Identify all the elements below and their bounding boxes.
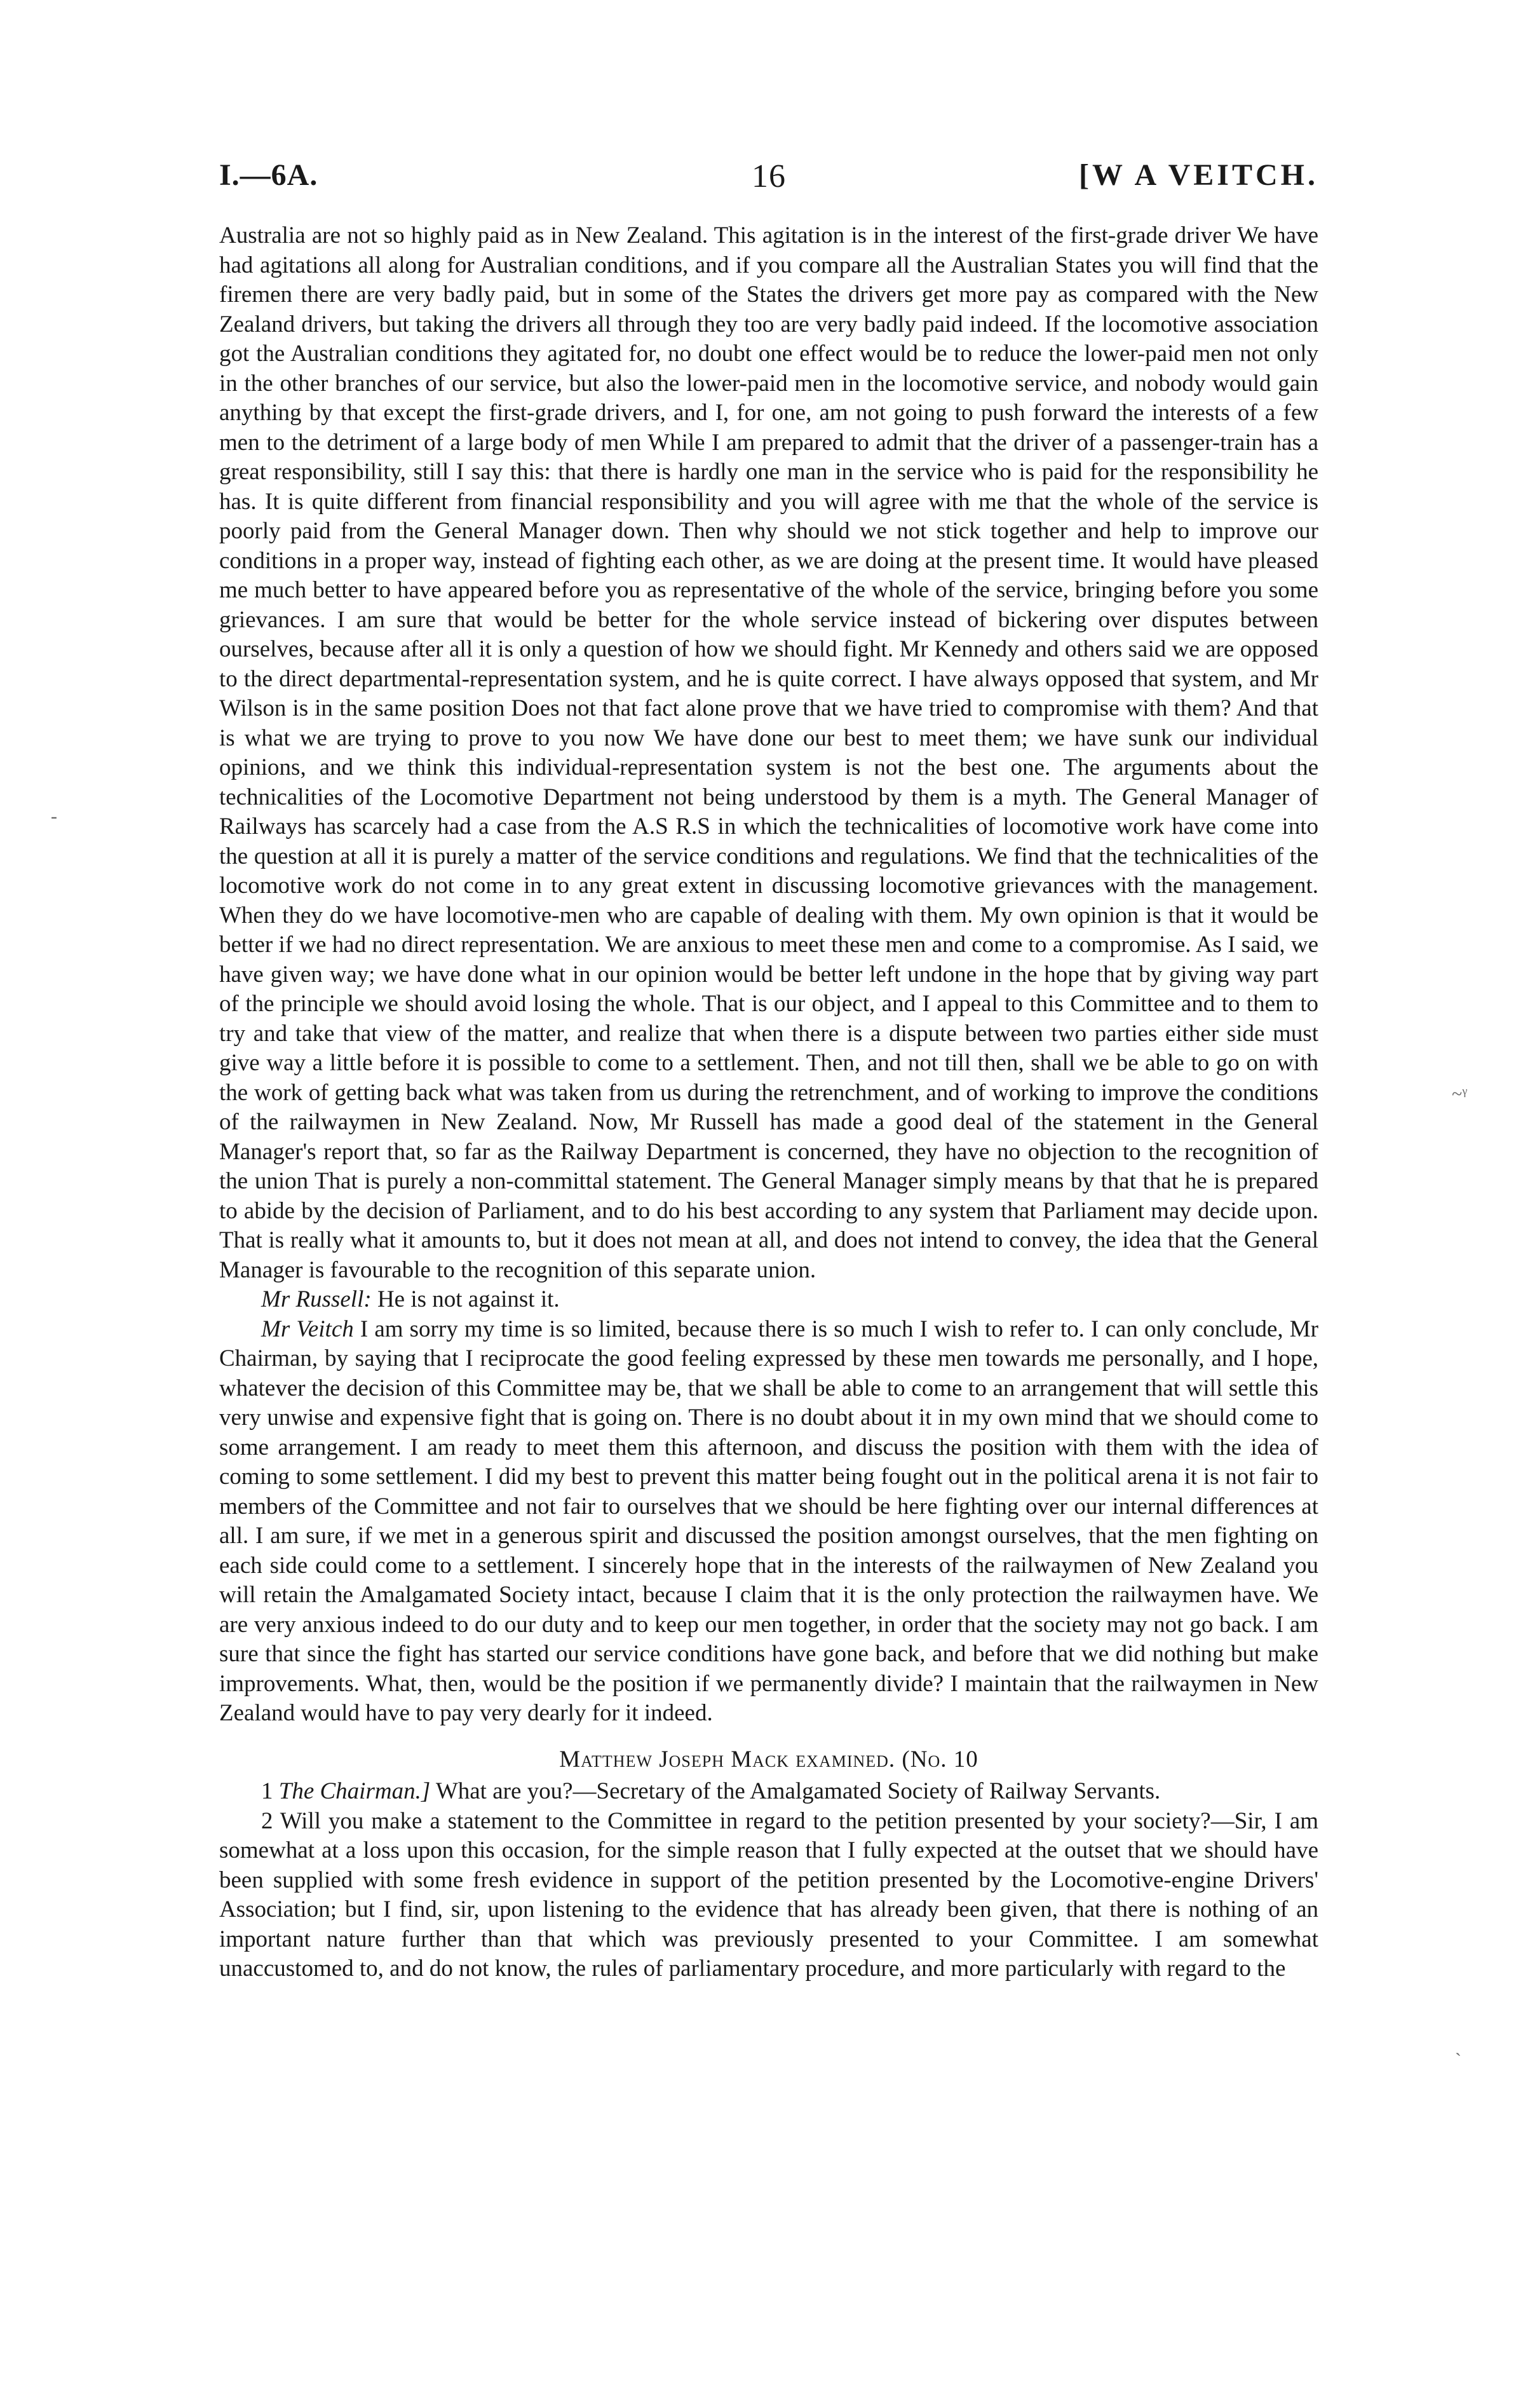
section-heading: Matthew Joseph Mack examined. (No. 10 [559,1746,978,1772]
question-number: 2 [261,1807,273,1834]
margin-mark: ` [1455,2050,1461,2071]
speaker-name: The Chairman.] [278,1778,431,1804]
speech-text: I am sorry my time is so limited, because there is so much I wish to refer to. I can only conclude, Mr Chairman, by saying that I reciprocate the good feeling expressed by these men towards me personally, and I hope, whatever the decision of this Committee may be, that we shall be able to come to an arrangement that will settle this very unwise and expensive fight that is going on. There is no doubt about it in my own mind that we should come to some arrangement. I am ready to meet them this afternoon, and discuss the position with them with the idea of coming to some settlement. I did my best to prevent this matter being fought out in the political arena it is not fair to members of the Committee and not fair to ourselves that we should be here fighting over our internal differences at all. I am sure, if we met in a generous spirit and discussed the position amongst ourselves, that the men fighting on each side could come to a settlement. I sincerely hope that in the interests of the railwaymen of New Zealand you will retain the Amalgamated Society intact, because I claim that it is the only protection the railwaymen have. We are very anxious indeed to do our duty and to keep our men together, in order that the society may not go back. I am sure that since the fight has started our service conditions have gone back, and before that we did nothing but make improvements. What, then, would be the position if we permanently divide? I maintain that the railwaymen in New Zealand would have to pay very dearly for it indeed. [219,1316,1318,1726]
exchange-russell [219,1285,1318,1315]
page-body [219,221,1318,1984]
speech-text: He is not against it. [377,1286,560,1312]
document-reference: I.—6A. [219,158,318,192]
question-text: Will you make a statement to the Committee in regard to the petition presented by your society?—Sir, I am somewhat at a loss upon this occasion, for the simple reason that I fully expected at the outset that we should have been supplied with some fresh evidence in support of the petition presented by the Locomotive-engine Drivers' Association; but I find, sir, upon listening to the evidence that has already been given, that there is nothing of an important nature further than that which was previously presented to your Committee. I am somewhat unaccustomed to, and do not know, the rules of parliamentary procedure, and more particularly with regard to the [219,1807,1318,1982]
question-2 [219,1807,1318,1984]
body-paragraph: Australia are not so highly paid as in New Zealand. This agitation is in the interest of the first-grade driver We have had agitations all along for Australian conditions, and if you compare all the Australian States you will find that the firemen there are very badly paid, but in some of the States the drivers get more pay as compared with the New Zealand drivers, but taking the drivers all through they too are very badly paid indeed. If the locomotive association got the Australian conditions they agitated for, no doubt one effect would be to reduce the lower-paid men not only in the other branches of our service, but also the lower-paid men in the locomotive service, and nobody would gain anything by that except the first-grade drivers, and I, for one, am not going to push forward the interests of a few men to the detriment of a large body of men While I am prepared to admit that the driver of a passenger-train has a great responsibility, still I say this: that there is hardly one man in the service who is paid for the responsibility he has. It is quite different from financial responsibility and you will agree with me that the whole of the service is poorly paid from the General Manager down. Then why should we not stick together and help to improve our conditions in a proper way, instead of fighting each other, as we are doing at the present time. It would have pleased me much better to have appeared before you as representative of the whole of the service, bringing before you some grievances. I am sure that would be better for the whole service instead of bickering over disputes between ourselves, because after all it is only a question of how we should fight. Mr Kennedy and others said we are opposed to the direct departmental-representation system, and he is quite correct. I have always opposed that system, and Mr Wilson is in the same position Does not that fact alone prove that we have tried to compromise with them? And that is what we are trying to prove to you now We have done our best to meet them; we have sunk our individual opinions, and we think this individual-representation system is not the best one. The arguments about the technicalities of the Locomotive Department not being understood by them is a myth. The General Manager of Railways has scarcely had a case from the A.S R.S in which the technicalities of locomotive work have come into the question at all it is purely a matter of the service conditions and regulations. We find that the technicalities of the locomotive work do not come in to any great extent in discussing locomotive grievances with the management. When they do we have locomotive-men who are capable of dealing with them. My own opinion is that it would be better if we had no direct representation. We are anxious to meet these men and come to a compromise. As I said, we have given way; we have done what in our opinion would be better left undone in the hope that by giving way part of the principle we should avoid losing the whole. That is our object, and I appeal to this Committee and to them to try and take that view of the matter, and realize that when there is a dispute between two parties either side must give way a little before it is possible to come to a settlement. Then, and not till then, shall we be able to go on with the work of getting back what was taken from us during the retrenchment, and of working to improve the conditions of the railwaymen in New Zealand. Now, Mr Russell has made a good deal of the statement in the General Manager's report that, so far as the Railway Department is concerned, they have no objection to the recognition of the union That is purely a non-committal statement. The General Manager simply means by that that he is prepared to abide by the decision of Parliament, and to do his best according to any system that Parliament may decide upon. That is really what it amounts to, but it does not mean at all, and does not intend to convey, the idea that the General Manager is favourable to the recognition of this separate union. [219,222,1318,1283]
witness-name: [W A VEITCH. [1079,158,1318,192]
exchange-veitch [219,1315,1318,1729]
margin-mark: ~ᵞ [1452,1084,1468,1105]
page-number: 16 [752,158,786,194]
speaker-name: Mr Russell: [261,1286,372,1312]
margin-mark: - [51,806,57,827]
page-header [219,158,1318,208]
speaker-name: Mr Veitch [261,1316,354,1342]
question-number: 1 [261,1778,273,1804]
question-1 [219,1777,1318,1807]
question-text: What are you?—Secretary of the Amalgamated Society of Railway Servants. [435,1778,1161,1804]
